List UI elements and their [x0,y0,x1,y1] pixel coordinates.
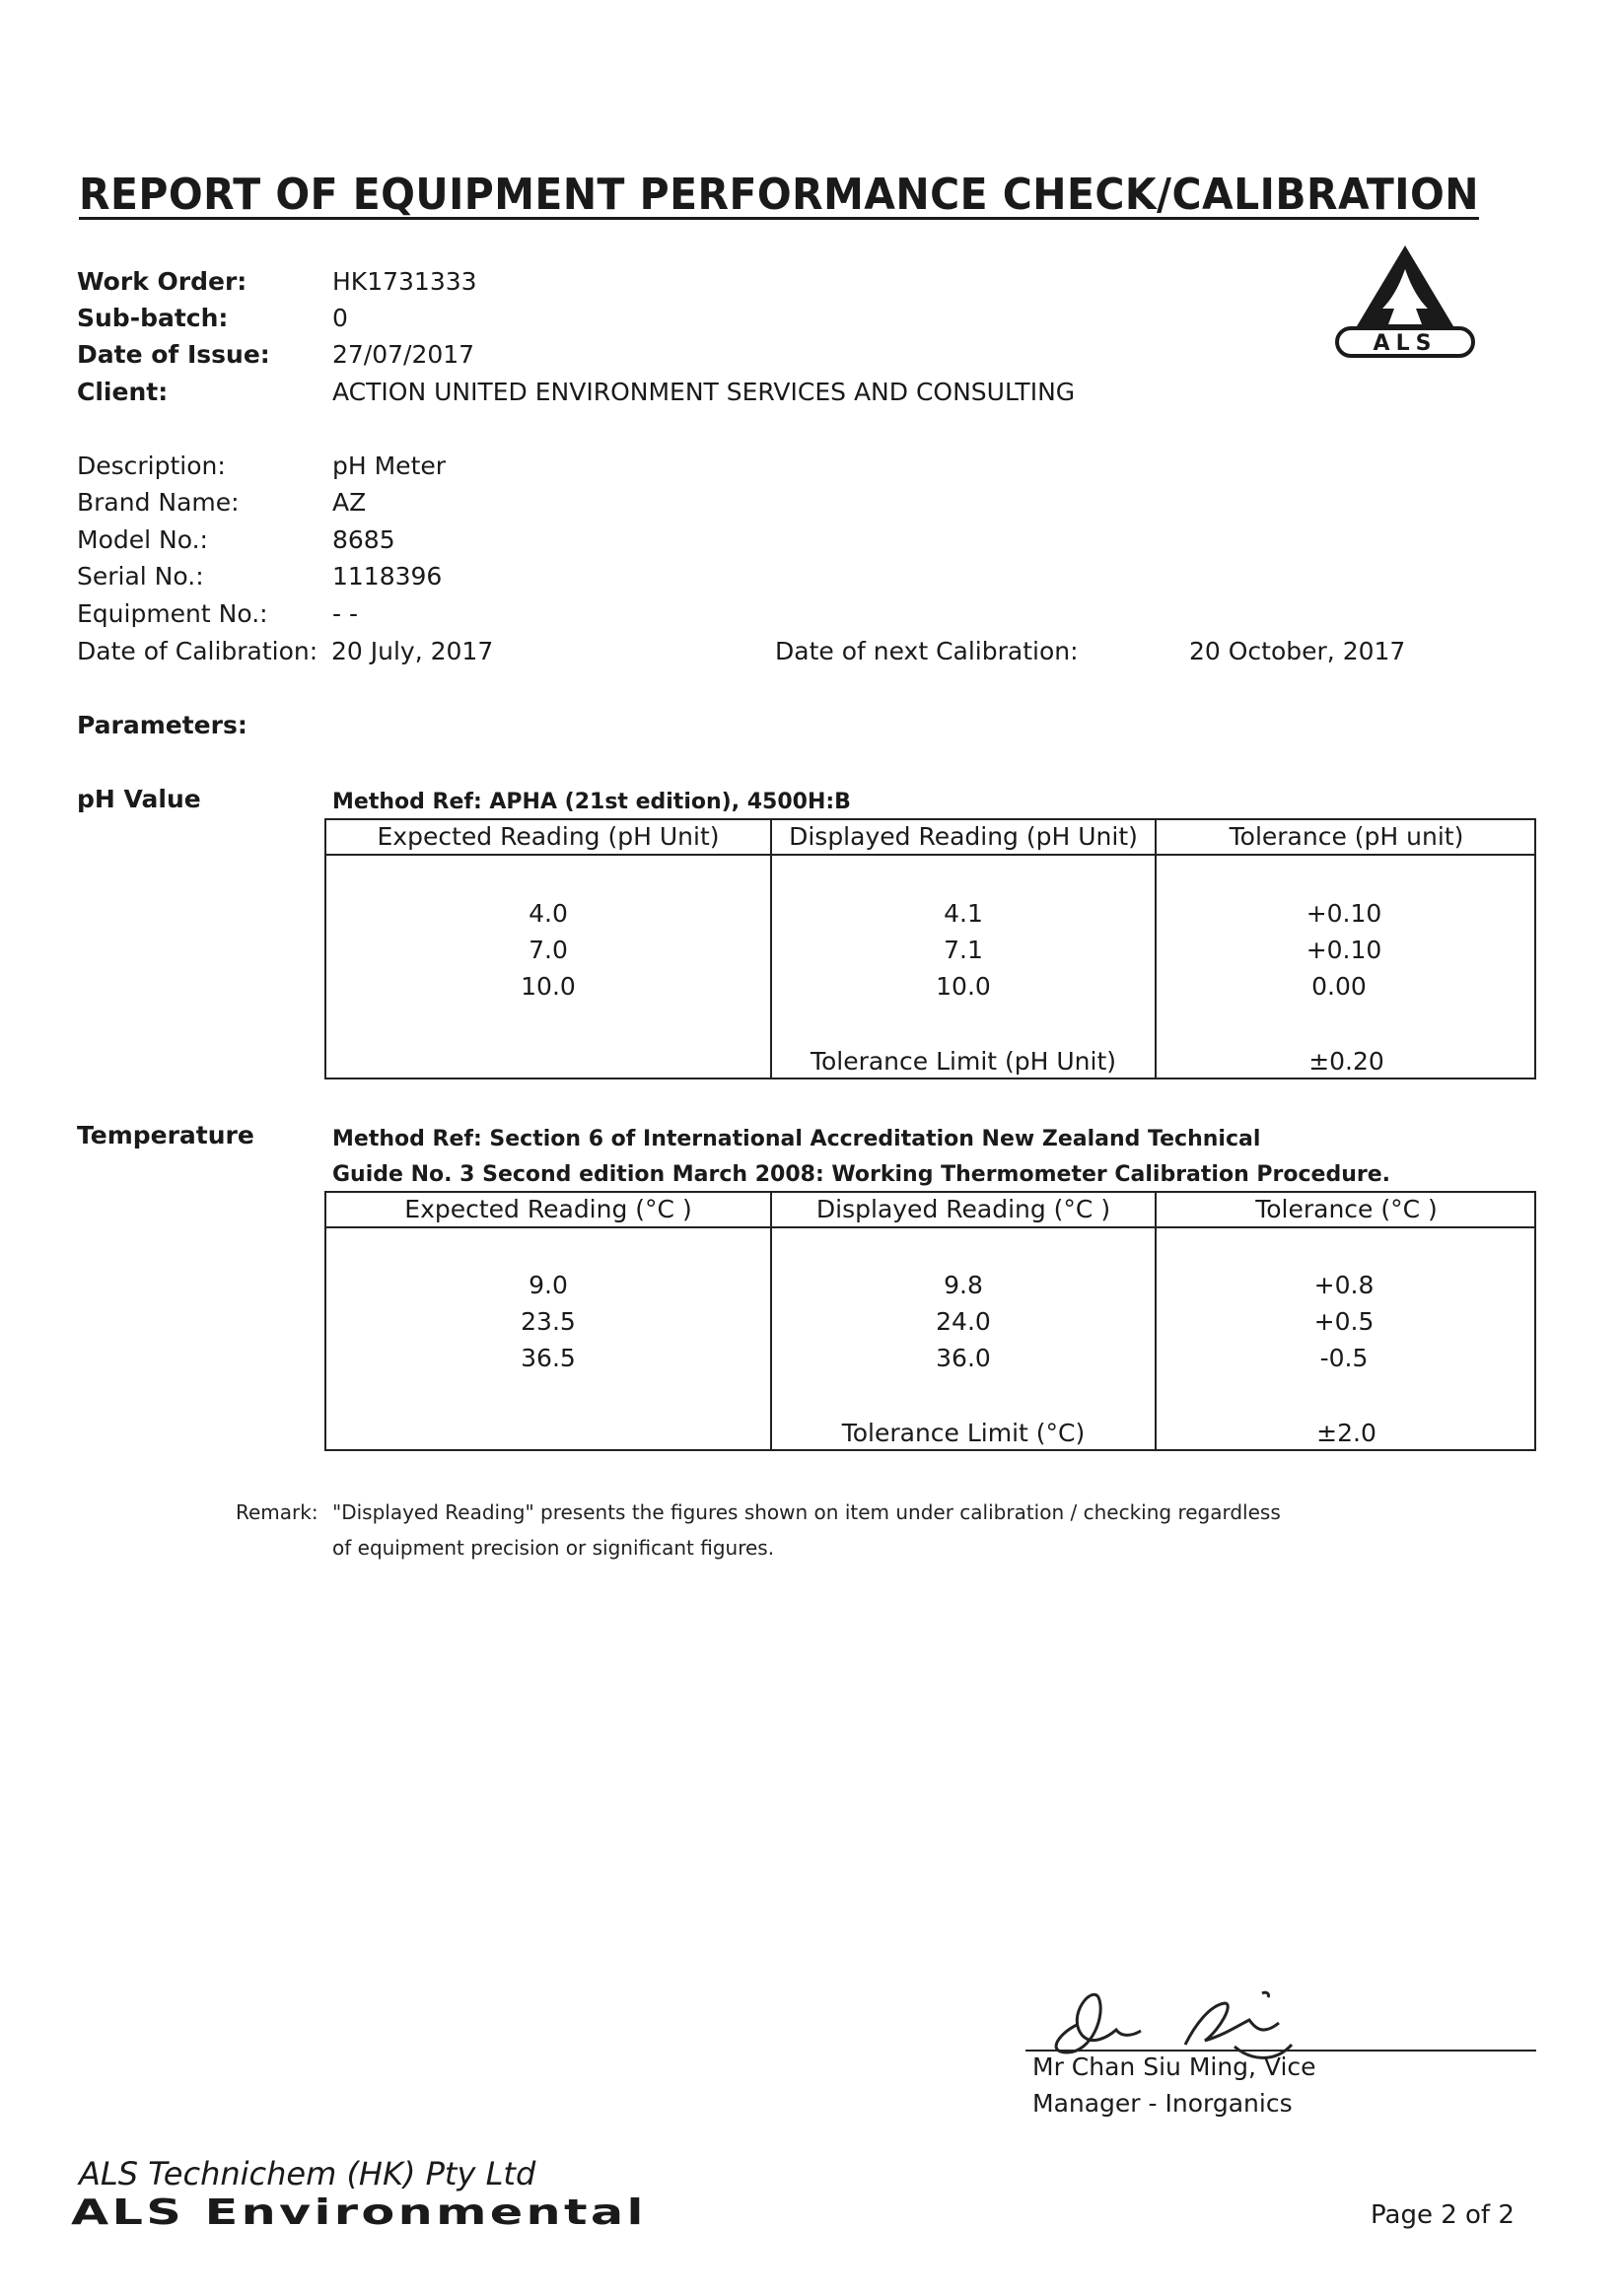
temp-method-ref-line1: Method Ref: Section 6 of International Accreditation New Zealand Technical [332,1127,1261,1151]
temp-col-expected: Expected Reading (°C ) [404,1195,692,1223]
remark-label: Remark: [236,1500,318,1524]
date-of-issue-label: Date of Issue: [77,340,270,369]
table-cell: 10.0 [521,972,576,1001]
next-calibration-value: 20 October, 2017 [1189,637,1406,665]
brand-name-label: Brand Name: [77,488,240,517]
next-calibration-label: Date of next Calibration: [775,637,1079,665]
serial-no-label: Serial No.: [77,562,204,591]
equipment-no-label: Equipment No.: [77,599,268,628]
model-no-value: 8685 [332,525,395,554]
table-cell: 23.5 [521,1307,576,1336]
equipment-no-value: - - [332,599,358,628]
signatory-title: Manager - Inorganics [1032,2089,1293,2118]
als-environmental-wordmark [71,2185,663,2232]
temp-tolerance-limit-label: Tolerance Limit (°C) [841,1419,1086,1447]
table-cell: 7.0 [529,936,568,964]
signature-line [1025,2050,1536,2052]
table-cell: +0.8 [1313,1271,1375,1299]
ph-col-expected: Expected Reading (pH Unit) [377,822,720,851]
ph-section-label: pH Value [77,785,201,813]
table-cell: 7.1 [944,936,983,964]
table-cell: 24.0 [936,1307,991,1336]
ph-tolerance-limit-label: Tolerance Limit (pH Unit) [810,1047,1117,1076]
serial-no-value: 1118396 [332,562,443,591]
page-number: Page 2 of 2 [1371,2200,1515,2230]
table-cell: 10.0 [936,972,991,1001]
ph-tolerance-limit-value: ±0.20 [1308,1047,1384,1076]
date-of-issue-value: 27/07/2017 [332,340,475,369]
table-cell: 36.0 [936,1344,991,1372]
parameters-label: Parameters: [77,711,247,739]
remark-line1: "Displayed Reading" presents the figures shown on item under calibration / checking regardless [332,1500,1281,1524]
table-cell: 36.5 [521,1344,576,1372]
remark-line2: of equipment precision or significant figures. [332,1536,775,1560]
sub-batch-label: Sub-batch: [77,304,229,332]
page-title: REPORT OF EQUIPMENT PERFORMANCE CHECK/CALIBRATION [79,170,1479,220]
table-cell: 9.8 [944,1271,983,1299]
als-logo [1333,240,1477,360]
table-cell: 0.00 [1311,972,1367,1001]
table-cell: +0.5 [1313,1307,1375,1336]
temp-tolerance-limit-value: ±2.0 [1316,1419,1376,1447]
logo-text: ALS [1373,331,1438,356]
ph-col-tolerance: Tolerance (pH unit) [1229,822,1464,851]
client-value: ACTION UNITED ENVIRONMENT SERVICES AND CONSULTING [332,378,1076,406]
brand-text: ALS Environmental [71,2192,647,2232]
sub-batch-value: 0 [332,304,348,332]
ph-method-ref: Method Ref: APHA (21st edition), 4500H:B [332,790,851,814]
table-cell: 4.0 [529,899,568,928]
work-order-value: HK1731333 [332,267,477,296]
description-value: pH Meter [332,452,447,480]
table-cell: 9.0 [529,1271,568,1299]
table-cell: 4.1 [944,899,983,928]
model-no-label: Model No.: [77,525,208,554]
signatory-name: Mr Chan Siu Ming, Vice [1032,2052,1316,2081]
date-of-calibration-label: Date of Calibration: [77,637,318,665]
temperature-section-label: Temperature [77,1121,254,1149]
date-of-calibration-value: 20 July, 2017 [331,637,494,665]
ph-col-displayed: Displayed Reading (pH Unit) [789,822,1138,851]
table-cell: +0.10 [1305,936,1382,964]
table-cell: -0.5 [1319,1344,1369,1372]
work-order-label: Work Order: [77,267,247,296]
temp-col-tolerance: Tolerance (°C ) [1255,1195,1438,1223]
brand-name-value: AZ [332,488,367,517]
ph-table [324,818,1536,1079]
description-label: Description: [77,452,226,480]
table-cell: +0.10 [1305,899,1382,928]
temperature-table [324,1191,1536,1451]
client-label: Client: [77,378,169,406]
temp-col-displayed: Displayed Reading (°C ) [815,1195,1111,1223]
temp-method-ref-line2: Guide No. 3 Second edition March 2008: Working Thermometer Calibration Procedure. [332,1162,1390,1187]
company-name: ALS Technichem (HK) Pty Ltd [79,2155,536,2192]
